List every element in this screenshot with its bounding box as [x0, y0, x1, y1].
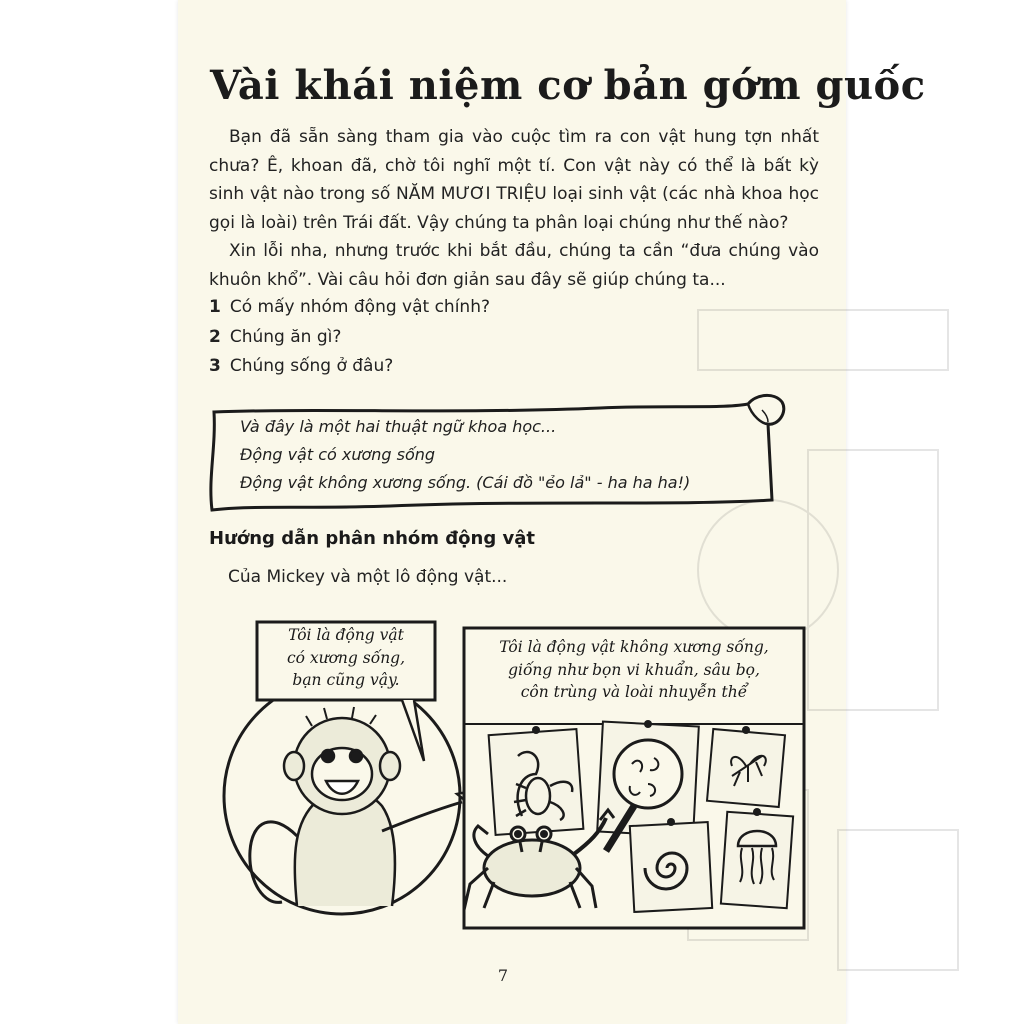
scroll-line: Và đây là một hai thuật ngữ khoa học...: [240, 417, 557, 436]
list-item: [209, 323, 769, 353]
scroll-line: Động vật có xương sống: [240, 445, 436, 464]
list-number: 3: [209, 356, 221, 376]
caption-line: giống như bọn vi khuẩn, sâu bọ,: [508, 660, 760, 679]
speech-line: Tôi là động vật: [288, 626, 404, 644]
intro-paragraph-2: Xin lỗi nha, nhưng trước khi bắt đầu, chúng ta cần “đưa chúng vào khuôn khổ”. Vài câu hỏi đơn giản sau đây sẽ giúp chúng ta...: [209, 241, 819, 290]
speech-line: có xương sống,: [286, 648, 406, 667]
scroll-line: Động vật không xương sống. (Cái đồ "ẻo lả" - ha ha ha!): [240, 473, 691, 492]
caption-line: Tôi là động vật không xương sống,: [499, 638, 769, 656]
list-number: 1: [209, 297, 221, 317]
section-subheading: Của Mickey và một lô động vật...: [228, 567, 508, 587]
list-number: 2: [209, 326, 221, 347]
monkey-speech: [257, 624, 435, 692]
crab-caption: [464, 636, 804, 704]
intro-paragraph-1: Bạn đã sẵn sàng tham gia vào cuộc tìm ra con vật hung tợn nhất chưa? Ê, khoan đã, chờ tôi nghĩ một tí. Con vật này có thể là bất kỳ sinh vật nào trong số NĂM MƯƠI TRIỆU loại sinh vật (các nhà khoa học gọi là loài) trên Trái đất. Vậy chúng ta phân loại chúng như thế nào?: [209, 127, 819, 233]
caption-line: côn trùng và loài nhuyễn thể: [520, 683, 748, 701]
intro-text: [209, 123, 819, 294]
list-text: Chúng ăn gì?: [229, 326, 342, 347]
question-list: [209, 293, 769, 382]
page-title: Vài khái niệm cơ bản gớm guốc: [210, 62, 926, 109]
section-heading: Hướng dẫn phân nhóm động vật: [209, 528, 535, 549]
speech-line: bạn cũng vậy.: [292, 671, 400, 689]
list-item: [209, 293, 769, 323]
page-number: 7: [497, 966, 509, 985]
book-page: [178, 0, 926, 1024]
list-text: Chúng sống ở đâu?: [229, 356, 394, 376]
list-text: Có mấy nhóm động vật chính?: [229, 297, 490, 317]
scroll-text: [240, 413, 780, 497]
list-item: [209, 352, 769, 382]
